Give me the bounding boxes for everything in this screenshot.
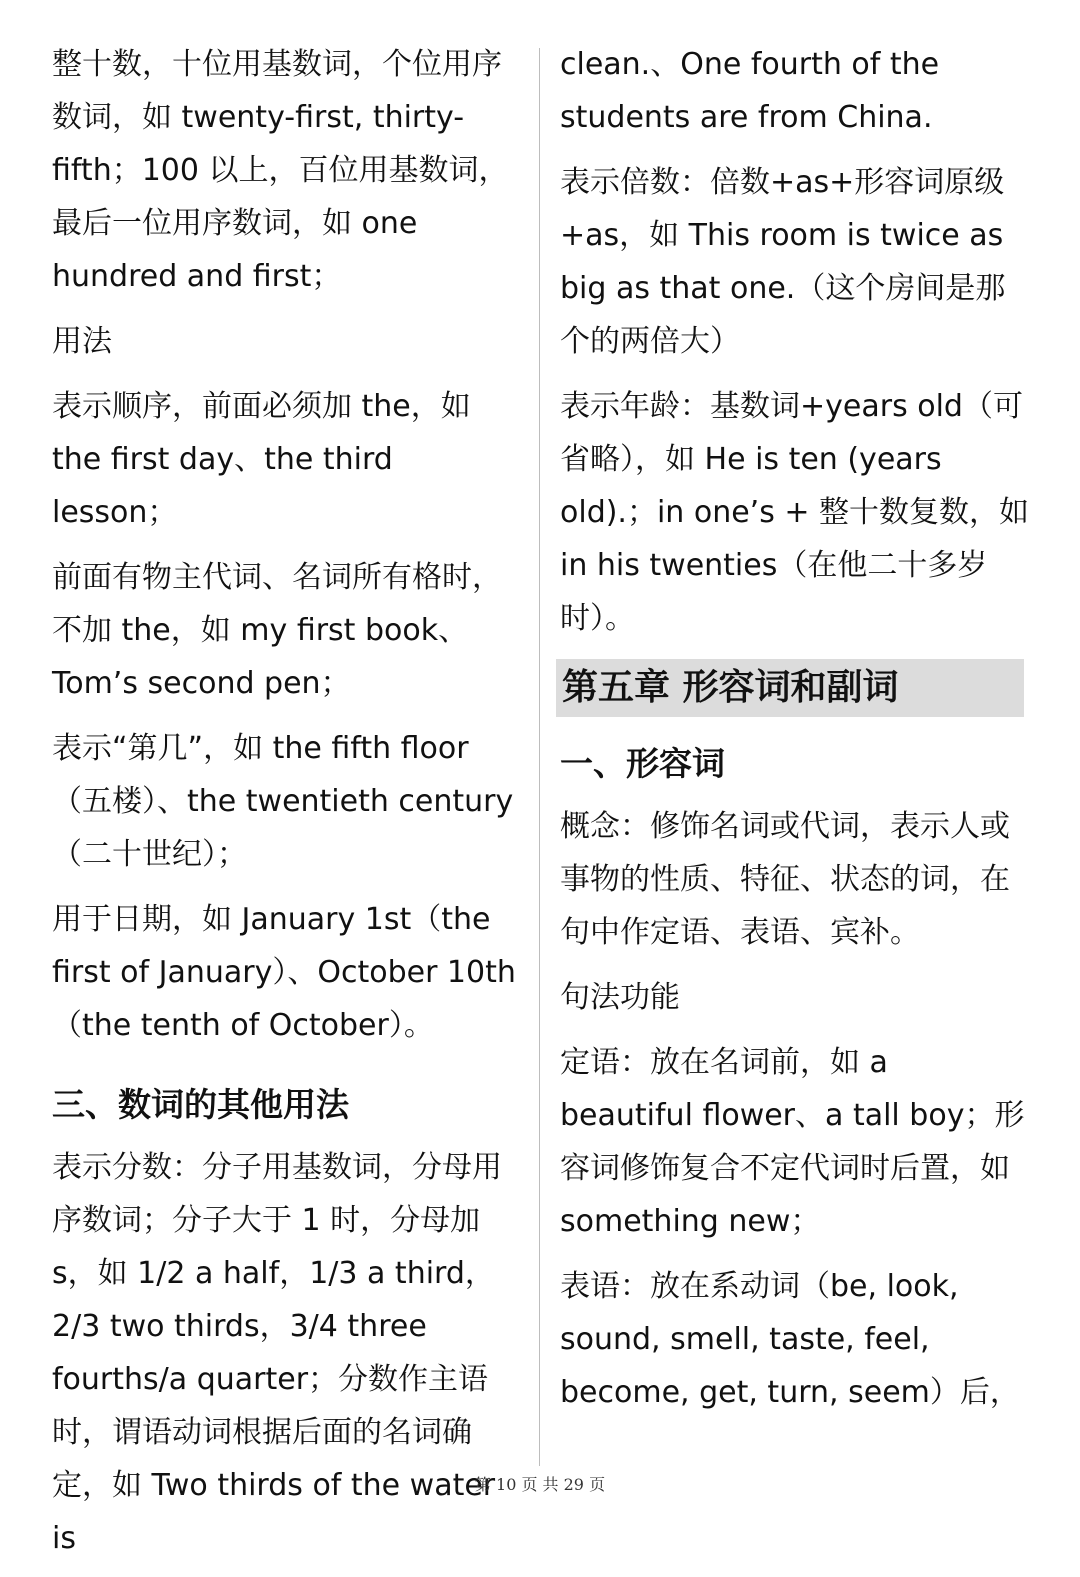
fraction-rule: 表示分数：分子用基数词，分母用序数词；分子大于 1 时，分母加 s，如 1/2 a half，1/3 a third，2/3 two thirds，3/4 three fourths/a quarter；分数作主语时，谓语动词根据后面的名词确定，如 Two thirds of the water is <box>52 1150 502 1556</box>
fraction-examples-continued: clean.、One fourth of the students are from China. <box>560 47 940 135</box>
usage-which-number: 表示“第几”，如 the fifth floor（五楼）、the twentieth century（二十世纪）； <box>52 731 514 872</box>
chapter-heading: 第五章 形容词和副词 <box>556 659 1024 717</box>
age-rule: 表示年龄：基数词+years old（可省略），如 He is ten (years old).；in one’s + 整十数复数，如 in his twenties（在他二十多岁时）。 <box>560 389 1030 636</box>
ordinal-compound-rule: 整十数，十位用基数词，个位用序数词，如 twenty-first, thirty-fifth；100 以上，百位用基数词，最后一位用序数词，如 one hundred and first； <box>52 47 509 294</box>
section-heading-numeral-other-usage: 三、数词的其他用法 <box>52 1085 349 1124</box>
usage-order: 表示顺序，前面必须加 the，如 the first day、the third lesson； <box>52 389 471 530</box>
multiple-rule: 表示倍数：倍数+as+形容词原级+as，如 This room is twice as big as that one.（这个房间是那个的两倍大） <box>560 165 1006 359</box>
syntax-function-label: 句法功能 <box>560 980 680 1015</box>
right-column <box>560 38 1030 1431</box>
usage-possessive: 前面有物主代词、名词所有格时，不加 the，如 my first book、Tom’s second pen； <box>52 560 502 701</box>
column-divider <box>539 48 540 1466</box>
usage-dates: 用于日期，如 January 1st（the first of January）、October 10th（the tenth of October）。 <box>52 902 516 1043</box>
predicative-usage: 表语：放在系动词（be, look, sound, smell, taste, feel, become, get, turn, seem）后， <box>560 1269 1020 1410</box>
usage-label: 用法 <box>52 324 112 359</box>
left-column <box>52 38 524 1577</box>
page-number-footer: 第 10 页 共 29 页 <box>474 1475 606 1494</box>
adjective-concept: 概念：修饰名词或代词，表示人或事物的性质、特征、状态的词，在句中作定语、表语、宾补。 <box>560 809 1010 950</box>
section-heading-adjective: 一、形容词 <box>560 744 725 783</box>
attributive-usage: 定语：放在名词前，如 a beautiful flower、a tall boy；形容词修饰复合不定代词时后置，如 something new； <box>560 1045 1025 1239</box>
